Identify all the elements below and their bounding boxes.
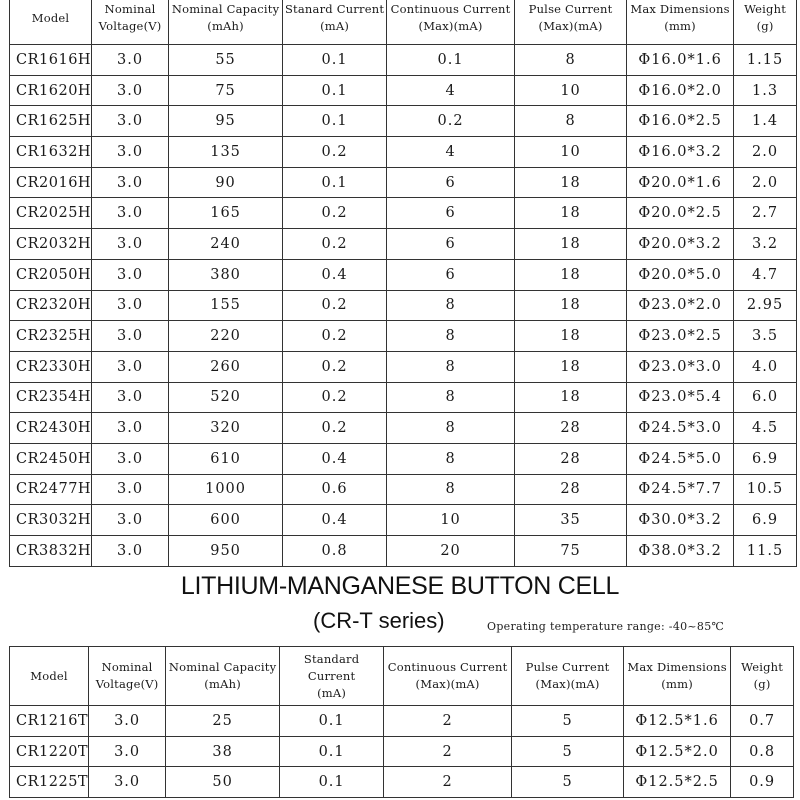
table-cell: Φ23.0*2.0 (627, 290, 734, 321)
table-cell: 6.9 (734, 443, 797, 474)
table-row (10, 474, 797, 505)
table-cell: 55 (169, 45, 283, 76)
table-cell: 0.1 (387, 45, 515, 76)
table-cell: 3.0 (92, 75, 169, 106)
table-cell: 0.2 (283, 382, 387, 413)
model-cell: CR2477H (10, 474, 92, 505)
table-row (10, 75, 797, 106)
table-cell: 18 (515, 229, 627, 260)
table-cell: 3.0 (92, 167, 169, 198)
table-cell: Φ20.0*3.2 (627, 229, 734, 260)
table-cell: 8 (515, 45, 627, 76)
table-row (10, 413, 797, 444)
table-cell: 6 (387, 167, 515, 198)
table-cell: 3.0 (92, 413, 169, 444)
table-cell: 75 (515, 536, 627, 567)
table-cell: 3.2 (734, 229, 797, 260)
table-cell: 8 (387, 382, 515, 413)
table-cell: Φ38.0*3.2 (627, 536, 734, 567)
table-cell: 90 (169, 167, 283, 198)
column-header: Nominal Capacity (mAh) (169, 0, 283, 45)
table-cell: 0.1 (283, 45, 387, 76)
table-cell: 5 (512, 767, 624, 798)
table-cell: 2.0 (734, 167, 797, 198)
table-cell: 3.0 (92, 229, 169, 260)
table-cell: 3.0 (92, 382, 169, 413)
table-cell: 3.0 (92, 137, 169, 168)
table-cell: 18 (515, 382, 627, 413)
temperature-note: Operating temperature range: -40~85℃ (487, 620, 725, 633)
table-cell: 3.0 (89, 767, 166, 798)
table-cell: Φ16.0*3.2 (627, 137, 734, 168)
table-cell: Φ24.5*7.7 (627, 474, 734, 505)
column-header: Weight (g) (731, 647, 794, 706)
table-cell: 0.2 (387, 106, 515, 137)
table-cell: 4.7 (734, 259, 797, 290)
table-cell: 4 (387, 75, 515, 106)
model-cell: CR1632H (10, 137, 92, 168)
model-cell: CR2050H (10, 259, 92, 290)
table-cell: 6 (387, 259, 515, 290)
table-cell: 2 (384, 767, 512, 798)
column-header: Nominal Capacity (mAh) (166, 647, 280, 706)
table-cell: Φ23.0*3.0 (627, 351, 734, 382)
table-cell: 1.4 (734, 106, 797, 137)
table-cell: 5 (512, 736, 624, 767)
table-cell: 3.0 (92, 45, 169, 76)
table-cell: 3.0 (92, 198, 169, 229)
table-cell: 8 (515, 106, 627, 137)
table-cell: Φ20.0*1.6 (627, 167, 734, 198)
table-cell: 2.95 (734, 290, 797, 321)
table-row (10, 198, 797, 229)
table-cell: 1000 (169, 474, 283, 505)
model-cell: CR1625H (10, 106, 92, 137)
table-body (10, 706, 794, 798)
table-cell: 3.0 (92, 290, 169, 321)
table-cell: 0.8 (731, 736, 794, 767)
table-row (10, 505, 797, 536)
table-cell: 0.4 (283, 505, 387, 536)
table-cell: 2 (384, 706, 512, 737)
table-cell: Φ16.0*2.5 (627, 106, 734, 137)
table-row (10, 259, 797, 290)
table-cell: 8 (387, 290, 515, 321)
table-cell: Φ12.5*2.0 (624, 736, 731, 767)
column-header: Model (10, 647, 89, 706)
table-row (10, 106, 797, 137)
table-cell: Φ16.0*2.0 (627, 75, 734, 106)
table-cell: 0.9 (731, 767, 794, 798)
table-cell: Φ23.0*2.5 (627, 321, 734, 352)
table-cell: 18 (515, 290, 627, 321)
table-cell: 0.6 (283, 474, 387, 505)
table-row (10, 321, 797, 352)
model-cell: CR2032H (10, 229, 92, 260)
table-cell: Φ16.0*1.6 (627, 45, 734, 76)
model-cell: CR2320H (10, 290, 92, 321)
table-cell: 10 (387, 505, 515, 536)
table-cell: 0.2 (283, 198, 387, 229)
column-header: Pulse Current (Max)(mA) (515, 0, 627, 45)
table-row (10, 45, 797, 76)
table-cell: 38 (166, 736, 280, 767)
table-cell: 3.0 (92, 443, 169, 474)
table-cell: 50 (166, 767, 280, 798)
table-cell: 28 (515, 474, 627, 505)
table-cell: 0.1 (283, 106, 387, 137)
table-row (10, 137, 797, 168)
table-cell: 18 (515, 259, 627, 290)
table-cell: 0.2 (283, 351, 387, 382)
table-cell: 3.0 (92, 321, 169, 352)
table-cell: Φ20.0*5.0 (627, 259, 734, 290)
table-row (10, 443, 797, 474)
model-cell: CR1620H (10, 75, 92, 106)
table-cell: 3.0 (92, 259, 169, 290)
model-cell: CR1225T (10, 767, 89, 798)
table-cell: 18 (515, 198, 627, 229)
model-cell: CR2016H (10, 167, 92, 198)
table-body (10, 45, 797, 567)
hseries-spec-table (9, 0, 797, 567)
table-cell: Φ24.5*3.0 (627, 413, 734, 444)
table-cell: 3.0 (92, 505, 169, 536)
table-cell: 0.1 (283, 75, 387, 106)
column-header: Nominal Voltage(V) (89, 647, 166, 706)
model-cell: CR2330H (10, 351, 92, 382)
table-cell: 8 (387, 443, 515, 474)
table-cell: 520 (169, 382, 283, 413)
table-cell: 0.4 (283, 259, 387, 290)
table-cell: 28 (515, 443, 627, 474)
table-cell: 0.1 (280, 767, 384, 798)
table-cell: 3.5 (734, 321, 797, 352)
table-cell: 6.0 (734, 382, 797, 413)
table-cell: 3.0 (89, 736, 166, 767)
table-cell: 5 (512, 706, 624, 737)
table-cell: 8 (387, 321, 515, 352)
table-cell: 0.7 (731, 706, 794, 737)
table-row (10, 167, 797, 198)
table-cell: 3.0 (92, 474, 169, 505)
column-header: Weight (g) (734, 0, 797, 45)
table-cell: 4 (387, 137, 515, 168)
table-cell: 10 (515, 75, 627, 106)
table-cell: 3.0 (92, 351, 169, 382)
column-header: Continuous Current (Max)(mA) (384, 647, 512, 706)
table-cell: 320 (169, 413, 283, 444)
table-cell: 3.0 (89, 706, 166, 737)
table-cell: 380 (169, 259, 283, 290)
model-cell: CR2025H (10, 198, 92, 229)
table-cell: 8 (387, 413, 515, 444)
table-row (10, 351, 797, 382)
section-subtitle: (CR-T series) (313, 608, 445, 633)
table-cell: 0.2 (283, 137, 387, 168)
table-cell: 2.0 (734, 137, 797, 168)
table-cell: 20 (387, 536, 515, 567)
table-cell: 3.0 (92, 536, 169, 567)
table-cell: 240 (169, 229, 283, 260)
tseries-spec-table (9, 646, 794, 798)
model-cell: CR3832H (10, 536, 92, 567)
table-cell: Φ12.5*2.5 (624, 767, 731, 798)
model-cell: CR1616H (10, 45, 92, 76)
table-cell: 6 (387, 229, 515, 260)
table-cell: 1.15 (734, 45, 797, 76)
table-cell: 2.7 (734, 198, 797, 229)
table-cell: 135 (169, 137, 283, 168)
model-cell: CR2354H (10, 382, 92, 413)
table-cell: 4.0 (734, 351, 797, 382)
table-cell: 75 (169, 75, 283, 106)
table-cell: 28 (515, 413, 627, 444)
table-cell: 18 (515, 321, 627, 352)
table-cell: 8 (387, 351, 515, 382)
table-cell: 6.9 (734, 505, 797, 536)
table-cell: 950 (169, 536, 283, 567)
table-cell: 0.2 (283, 321, 387, 352)
table-cell: 6 (387, 198, 515, 229)
table-cell: 155 (169, 290, 283, 321)
table-cell: 0.4 (283, 443, 387, 474)
table-cell: 18 (515, 351, 627, 382)
table-cell: 11.5 (734, 536, 797, 567)
column-header: Model (10, 0, 92, 45)
table-cell: 4.5 (734, 413, 797, 444)
table-cell: 0.2 (283, 229, 387, 260)
table-cell: Φ23.0*5.4 (627, 382, 734, 413)
table-cell: 3.0 (92, 106, 169, 137)
table-cell: 165 (169, 198, 283, 229)
model-cell: CR2450H (10, 443, 92, 474)
table-cell: Φ30.0*3.2 (627, 505, 734, 536)
table-cell: 10.5 (734, 474, 797, 505)
table-cell: Φ12.5*1.6 (624, 706, 731, 737)
column-header: Stanard Current (mA) (283, 0, 387, 45)
table-cell: 0.1 (280, 736, 384, 767)
table-row (10, 767, 794, 798)
table-cell: 10 (515, 137, 627, 168)
column-header: Pulse Current (Max)(mA) (512, 647, 624, 706)
table-cell: 18 (515, 167, 627, 198)
table-cell: 95 (169, 106, 283, 137)
table-cell: 0.2 (283, 413, 387, 444)
column-header: Max Dimensions (mm) (627, 0, 734, 45)
table-row (10, 706, 794, 737)
column-header: Standard Current (mA) (280, 647, 384, 706)
table-row (10, 536, 797, 567)
table-cell: Φ20.0*2.5 (627, 198, 734, 229)
section-title: LITHIUM-MANGANESE BUTTON CELL (180, 572, 620, 600)
table-row (10, 382, 797, 413)
header-row (10, 647, 794, 706)
model-cell: CR3032H (10, 505, 92, 536)
model-cell: CR1216T (10, 706, 89, 737)
table-cell: 0.1 (283, 167, 387, 198)
table-cell: 220 (169, 321, 283, 352)
table-cell: Φ24.5*5.0 (627, 443, 734, 474)
column-header: Continuous Current (Max)(mA) (387, 0, 515, 45)
table-cell: 260 (169, 351, 283, 382)
column-header: Max Dimensions (mm) (624, 647, 731, 706)
table-cell: 0.2 (283, 290, 387, 321)
model-cell: CR1220T (10, 736, 89, 767)
table-cell: 0.8 (283, 536, 387, 567)
table-cell: 0.1 (280, 706, 384, 737)
table-row (10, 229, 797, 260)
table-row (10, 736, 794, 767)
table-cell: 25 (166, 706, 280, 737)
table-cell: 2 (384, 736, 512, 767)
header-row (10, 0, 797, 45)
column-header: Nominal Voltage(V) (92, 0, 169, 45)
table-cell: 610 (169, 443, 283, 474)
table-cell: 600 (169, 505, 283, 536)
model-cell: CR2325H (10, 321, 92, 352)
table-cell: 35 (515, 505, 627, 536)
table-cell: 8 (387, 474, 515, 505)
model-cell: CR2430H (10, 413, 92, 444)
table-cell: 1.3 (734, 75, 797, 106)
table-row (10, 290, 797, 321)
